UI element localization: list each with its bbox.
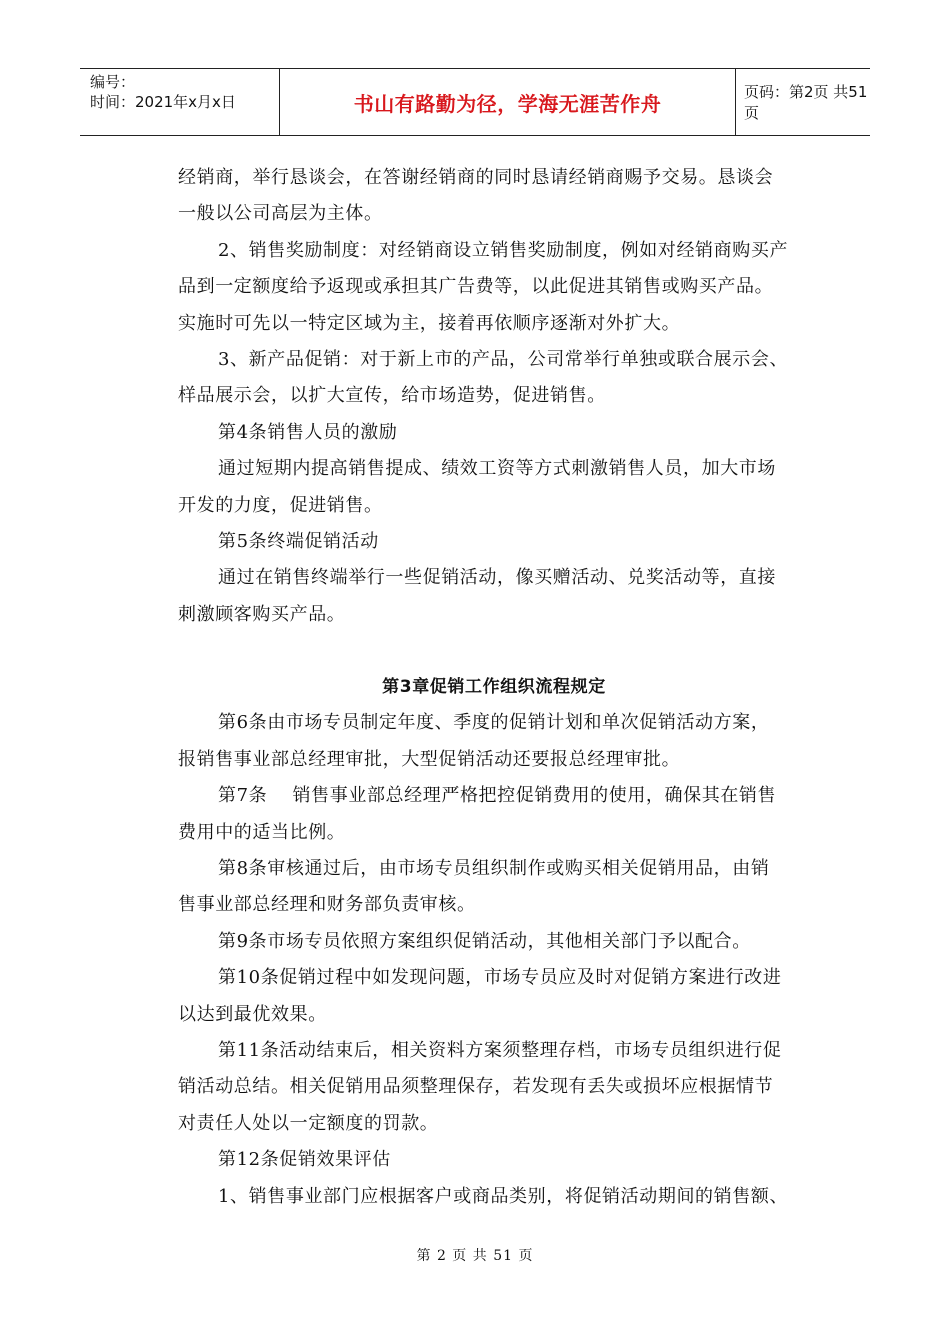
header-page-code: 页码：第2页 共51页 — [744, 83, 868, 122]
paragraph-line: 3、新产品促销：对于新上市的产品，公司常举行单独或联合展示会、 — [218, 348, 789, 370]
paragraph-line: 一般以公司高层为主体。 — [178, 203, 383, 225]
paragraph-line: 刺激顾客购买产品。 — [178, 603, 346, 625]
paragraph-line: 经销商，举行恳谈会，在答谢经销商的同时恳请经销商赐予交易。恳谈会 — [178, 167, 774, 188]
header-meta — [80, 69, 280, 135]
paragraph-line: 第6条由市场专员制定年度、季度的促销计划和单次促销活动方案， — [218, 712, 770, 734]
paragraph-line: 通过在销售终端举行一些促销活动，像买赠活动、兑奖活动等，直接 — [218, 567, 776, 589]
paragraph-line: 1、销售事业部门应根据客户或商品类别，将促销活动期间的销售额、 — [218, 1185, 789, 1207]
paragraph-line: 报销售事业部总经理审批，大型促销活动还要报总经理审批。 — [178, 748, 681, 770]
page-header — [80, 68, 870, 136]
paragraph-line: 品到一定额度给予返现或承担其广告费等，以此促进其销售或购买产品。 — [178, 276, 774, 298]
section-gap — [178, 633, 810, 669]
paragraph-line: 实施时可先以一特定区域为主，接着再依顺序逐渐对外扩大。 — [178, 312, 681, 334]
paragraph-line: 第8条审核通过后，由市场专员组织制作或购买相关促销用品，由销 — [218, 858, 770, 880]
document-time-label: 时间：2021年x月x日 — [90, 93, 236, 111]
paragraph-line: 以达到最优效果。 — [178, 1003, 327, 1025]
paragraph-line: 第10条促销过程中如发现问题，市场专员应及时对促销方案进行改进 — [218, 967, 782, 989]
document-number-label: 编号： — [90, 73, 136, 91]
paragraph-line: 2、销售奖励制度：对经销商设立销售奖励制度，例如对经销商购买产 — [218, 239, 789, 261]
paragraph-line: 开发的力度，促进销售。 — [178, 494, 383, 516]
article-title: 第12条促销效果评估 — [218, 1149, 391, 1171]
paragraph-line: 样品展示会，以扩大宣传，给市场造势，促进销售。 — [178, 385, 606, 407]
document-body — [178, 160, 810, 1215]
paragraph-line: 对责任人处以一定额度的罚款。 — [178, 1112, 439, 1134]
header-motto: 书山有路勤为径，学海无涯苦作舟 — [280, 69, 736, 135]
paragraph-line: 通过短期内提高销售提成、绩效工资等方式刺激销售人员，加大市场 — [218, 458, 776, 480]
page-footer-number: 第 2 页 共 51 页 — [416, 1248, 534, 1264]
chapter-heading: 第3章促销工作组织流程规定 — [382, 677, 606, 698]
article-title: 第5条终端促销活动 — [218, 530, 379, 552]
paragraph-line: 第11条活动结束后，相关资料方案须整理存档，市场专员组织进行促 — [218, 1039, 782, 1061]
paragraph-line: 第7条 销售事业部总经理严格把控促销费用的使用，确保其在销售 — [218, 785, 777, 807]
paragraph-line: 费用中的适当比例。 — [178, 821, 346, 843]
article-title: 第4条销售人员的激励 — [218, 421, 398, 443]
paragraph-line: 销活动总结。相关促销用品须整理保存，若发现有丢失或损坏应根据情节 — [178, 1076, 774, 1098]
paragraph-line: 售事业部总经理和财务部负责审核。 — [178, 894, 476, 916]
paragraph-line: 第9条市场专员依照方案组织促销活动，其他相关部门予以配合。 — [218, 930, 751, 952]
